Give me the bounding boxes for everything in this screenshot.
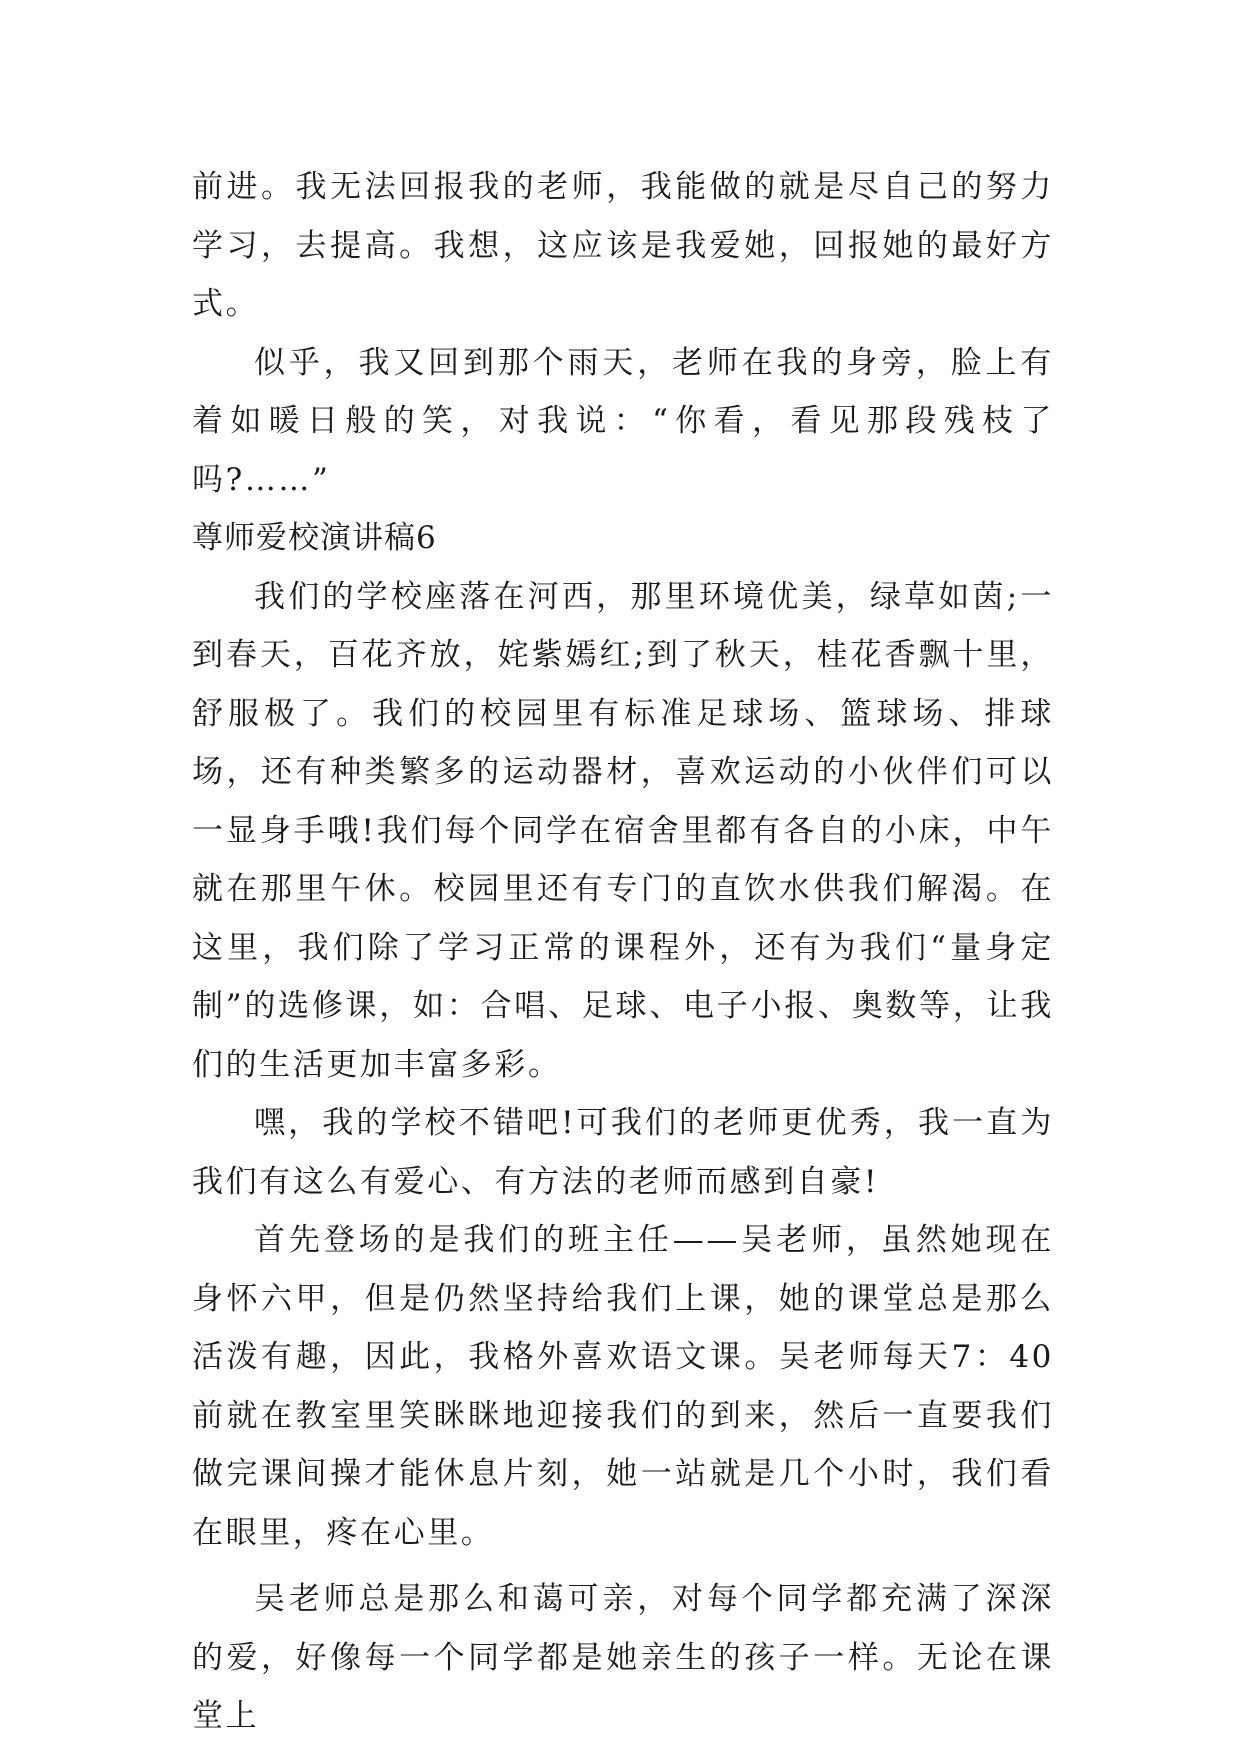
- paragraph: 似乎，我又回到那个雨天，老师在我的身旁，脸上有着如暖日般的笑，对我说：“你看，看见那段残枝了吗?……”: [192, 344, 1054, 498]
- paragraph: 嘿，我的学校不错吧!可我们的老师更优秀，我一直为我们有这么有爱心、有方法的老师而感到自豪!: [192, 1105, 1054, 1200]
- paragraph: 首先登场的是我们的班主任——吴老师，虽然她现在身怀六甲，但是仍然坚持给我们上课，她的课堂总是那么活泼有趣，因此，我格外喜欢语文课。吴老师每天7：40前就在教室里笑眯眯地迎接我们的到来，然后一直要我们做完课间操才能休息片刻，她一站就是几个小时，我们看在眼里，疼在心里。: [192, 1222, 1054, 1551]
- paragraph: 前进。我无法回报我的老师，我能做的就是尽自己的努力学习，去提高。我想，这应该是我爱她，回报她的最好方式。: [192, 169, 1054, 322]
- paragraph: 我们的学校座落在河西，那里环境优美，绿草如茵;一到春天，百花齐放，姹紫嫣红;到了秋天，桂花香飘十里，舒服极了。我们的校园里有标准足球场、篮球场、排球场，还有种类繁多的运动器材，喜欢运动的小伙伴们可以一显身手哦!我们每个同学在宿舍里都有各自的小床，中午就在那里午休。校园里还有专门的直饮水供我们解渴。在这里，我们除了学习正常的课程外，还有为我们“量身定制”的选修课，如：合唱、足球、电子小报、奥数等，让我们的生活更加丰富多彩。: [192, 578, 1054, 1083]
- paragraph: 吴老师总是那么和蔼可亲，对每个同学都充满了深深的爱，好像每一个同学都是她亲生的孩子一样。无论在课堂上: [192, 1581, 1054, 1734]
- section-heading: 尊师爱校演讲稿6: [192, 520, 437, 556]
- document-page: [192, 158, 1054, 1746]
